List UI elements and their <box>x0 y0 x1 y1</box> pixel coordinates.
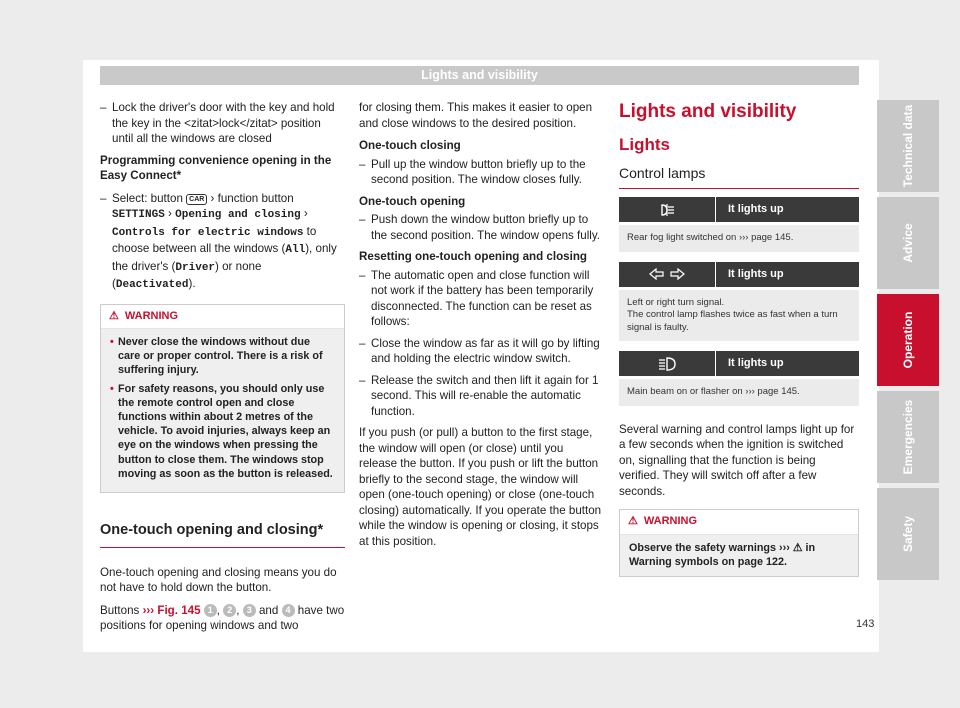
page-number: 143 <box>856 618 875 630</box>
subheading: Resetting one-touch opening and closing <box>359 250 588 263</box>
lamp-description: Main beam on or flasher on ››› page 145. <box>619 379 859 406</box>
car-icon: CAR <box>186 194 207 205</box>
text: , <box>216 603 221 617</box>
paragraph: for closing them. This makes it easier to open and close windows to the desired position. <box>359 101 593 130</box>
paragraph: One-touch opening and closing means you do not have to hold down the button. <box>100 565 337 595</box>
list-item: – Push down the window button briefly up to the second position. The window opens fully. <box>359 212 603 243</box>
list-item <box>100 191 345 294</box>
lamp-row <box>619 197 859 222</box>
lamp-row <box>619 351 859 376</box>
warning-body: Observe the safety warnings ››› ⚠ in Warning symbols on page 122. <box>620 535 858 576</box>
tab-label: Advice <box>901 223 915 263</box>
subheading: One-touch opening <box>359 194 466 208</box>
callout-number: 3 <box>243 604 256 617</box>
list-item: – Release the switch and then lift it again for 1 second. This will re-enable the automatic function. <box>359 373 603 420</box>
text: › function button <box>210 191 294 205</box>
text: The control lamp flashes twice as fast when a turn signal is faulty. <box>627 309 838 333</box>
section-title: One-touch opening and closing* <box>100 523 345 548</box>
tab-safety[interactable] <box>877 488 939 580</box>
lamp-status: It lights up <box>715 262 859 287</box>
chapter-title: Lights and visibility <box>619 101 797 122</box>
text: ) or none ( <box>112 259 262 290</box>
tab-technical-data[interactable] <box>877 100 939 192</box>
lamp-status: It lights up <box>715 351 859 376</box>
lamp-entry <box>619 197 859 252</box>
warning-triangle-icon: ⚠ <box>628 515 638 527</box>
text: ). <box>188 277 196 290</box>
middle-column <box>359 100 603 556</box>
callout-number: 4 <box>282 604 295 617</box>
paragraph: Several warning and control lamps light up for a few seconds when the ignition is switched on, signalling that the function is being verified. They will switch off after a few seconds. <box>619 422 855 498</box>
warning-item: • For safety reasons, you should only use the remote control open and close functions within about 2 metres of the vehicle. To avoid injuries, always keep an eye on the windows when pressing the button to close them. The windows stop moving as soon as the button is released. <box>110 382 335 481</box>
tab-label: Technical data <box>901 104 915 188</box>
turn-signal-icon <box>619 262 715 287</box>
figure-link[interactable]: ››› Fig. 145 <box>142 603 201 617</box>
left-column <box>100 100 345 641</box>
right-column <box>619 100 859 577</box>
lamp-entry <box>619 262 859 342</box>
paragraph: If you push (or pull) a button to the first stage, the window will open (or close) until you release the button. If you push or lift the button briefly to the second stage, the window will open (one-touch opening) or close (one-touch closing) automatically. If you operate the button while the window is opening or closing, it stops at this position. <box>359 426 602 548</box>
text: › <box>168 207 172 220</box>
list-item: – Lock the driver's door with the key and hold the key in the <zitat>lock</zitat> position until all the windows are closed <box>100 100 345 147</box>
text: have two positions for opening windows and two <box>100 603 345 633</box>
text: › <box>303 207 308 220</box>
warning-box <box>619 509 859 577</box>
text: Select: button <box>112 191 183 205</box>
warning-header <box>101 305 344 330</box>
lamp-description <box>619 290 859 342</box>
warning-item: • Never close the windows without due care or proper control. There is a risk of suffering injury. <box>110 335 335 378</box>
subheading: One-touch closing <box>359 139 461 152</box>
text: and <box>258 603 279 617</box>
text: ), only the driver's ( <box>112 242 337 273</box>
list-item: – Close the window as far as it will go by lifting and holding the electric window switch. <box>359 336 603 367</box>
paragraph <box>100 603 345 634</box>
lamp-description: Rear fog light switched on ››› page 145. <box>619 225 859 252</box>
lamp-entry <box>619 351 859 406</box>
page-header: Lights and visibility <box>100 66 859 85</box>
tab-emergencies[interactable] <box>877 391 939 483</box>
subheading: Programming convenience opening in the Easy Connect* <box>100 153 332 182</box>
tab-label: Operation <box>901 311 915 369</box>
list-item: – Pull up the window button briefly up to the second position. The window closes fully. <box>359 157 603 188</box>
tab-label: Safety <box>901 515 915 553</box>
text: to choose between all the windows ( <box>112 224 317 255</box>
tab-label: Emergencies <box>901 399 915 475</box>
subsection-title: Control lamps <box>619 164 859 189</box>
callout-number: 1 <box>204 604 217 617</box>
option: Deactivated <box>115 279 189 291</box>
tab-operation[interactable] <box>877 294 939 386</box>
warning-title: WARNING <box>643 515 698 527</box>
warning-body <box>101 329 344 492</box>
lamp-status: It lights up <box>715 197 859 222</box>
text: Left or right turn signal. <box>627 296 725 308</box>
option: All <box>285 244 306 256</box>
callout-number: 2 <box>223 604 236 617</box>
warning-header <box>620 510 858 535</box>
warning-title: WARNING <box>124 309 179 322</box>
list-item: – The automatic open and close function will not work if the battery has been temporarily disconnected. The function can be reset as follows: <box>359 268 603 330</box>
menu-setting: Controls for electric windows <box>112 226 304 239</box>
section-title: Lights <box>619 135 670 154</box>
menu-setting: SETTINGS <box>112 209 165 221</box>
rear-fog-light-icon <box>619 197 715 222</box>
text: Buttons <box>100 603 140 617</box>
menu-setting: Opening and closing <box>175 209 301 221</box>
lamp-row <box>619 262 859 287</box>
warning-box <box>100 304 345 494</box>
main-beam-icon <box>619 351 715 376</box>
text: , <box>236 603 240 617</box>
tab-advice[interactable] <box>877 197 939 289</box>
option: Driver <box>175 261 216 274</box>
warning-triangle-icon: ⚠ <box>109 309 119 322</box>
